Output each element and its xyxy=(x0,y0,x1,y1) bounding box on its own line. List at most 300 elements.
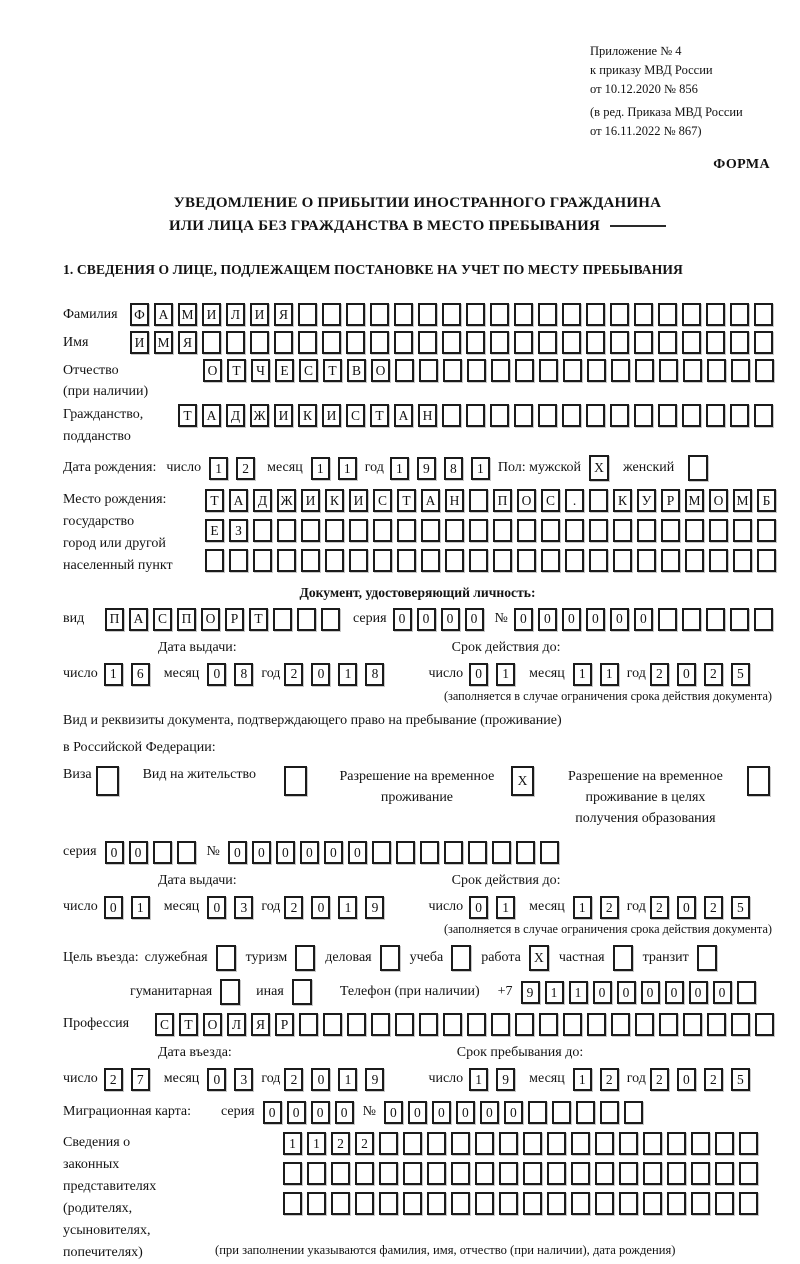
cell[interactable] xyxy=(730,331,749,354)
cell[interactable]: И xyxy=(349,489,368,512)
cell[interactable]: И xyxy=(250,303,269,326)
identity-expiry-day-cells[interactable] xyxy=(469,663,523,686)
cell[interactable]: С xyxy=(299,359,318,382)
stay-month-cells[interactable] xyxy=(573,1068,627,1091)
cell[interactable] xyxy=(565,519,584,542)
cell[interactable] xyxy=(420,841,439,864)
cell[interactable] xyxy=(299,1013,318,1036)
cell[interactable]: 1 xyxy=(573,663,592,686)
cell[interactable] xyxy=(274,331,293,354)
cell[interactable]: 0 xyxy=(393,608,412,631)
cell[interactable]: 0 xyxy=(228,841,247,864)
cell[interactable] xyxy=(586,404,605,427)
cell[interactable]: Б xyxy=(757,489,776,512)
cell[interactable] xyxy=(685,519,704,542)
cell[interactable]: Т xyxy=(249,608,268,631)
cell[interactable]: 2 xyxy=(236,457,255,480)
cell[interactable] xyxy=(667,1132,686,1155)
cell[interactable]: 1 xyxy=(569,981,588,1004)
cell[interactable]: 0 xyxy=(104,896,123,919)
cell[interactable]: Т xyxy=(227,359,246,382)
cell[interactable]: 0 xyxy=(384,1101,403,1124)
cell[interactable] xyxy=(691,1162,710,1185)
cell[interactable]: А xyxy=(129,608,148,631)
cell[interactable]: 1 xyxy=(131,896,150,919)
cell[interactable] xyxy=(514,303,533,326)
cell[interactable] xyxy=(467,1013,486,1036)
cell[interactable] xyxy=(492,841,511,864)
cell[interactable] xyxy=(466,331,485,354)
cell[interactable]: 2 xyxy=(284,1068,303,1091)
cell[interactable] xyxy=(707,359,726,382)
cell[interactable] xyxy=(394,331,413,354)
cell[interactable]: 0 xyxy=(207,1068,226,1091)
cell[interactable] xyxy=(523,1132,542,1155)
cell[interactable]: С xyxy=(541,489,560,512)
cell[interactable] xyxy=(634,303,653,326)
cell[interactable] xyxy=(586,303,605,326)
citizenship-cells[interactable] xyxy=(178,404,778,427)
cell[interactable]: 1 xyxy=(209,457,228,480)
stay-year-cells[interactable] xyxy=(650,1068,758,1091)
cell[interactable] xyxy=(523,1192,542,1215)
humanitarian-checkbox[interactable] xyxy=(220,979,240,1005)
cell[interactable] xyxy=(443,1013,462,1036)
cell[interactable]: 1 xyxy=(338,663,357,686)
temp-residence-edu-checkbox[interactable] xyxy=(747,766,770,796)
birthplace-row3-cells[interactable] xyxy=(205,549,781,572)
cell[interactable] xyxy=(709,519,728,542)
cell[interactable] xyxy=(538,303,557,326)
birthplace-row2-cells[interactable] xyxy=(205,519,781,542)
cell[interactable] xyxy=(739,1192,758,1215)
cell[interactable] xyxy=(540,841,559,864)
stay-day-cells[interactable] xyxy=(469,1068,523,1091)
cell[interactable]: П xyxy=(105,608,124,631)
cell[interactable] xyxy=(403,1162,422,1185)
cell[interactable]: И xyxy=(301,489,320,512)
cell[interactable]: Р xyxy=(661,489,680,512)
cell[interactable]: 0 xyxy=(311,1068,330,1091)
cell[interactable] xyxy=(355,1192,374,1215)
cell[interactable]: 0 xyxy=(207,663,226,686)
cell[interactable] xyxy=(323,1013,342,1036)
purpose-study-checkbox[interactable] xyxy=(451,945,471,971)
cell[interactable] xyxy=(444,841,463,864)
cell[interactable] xyxy=(466,404,485,427)
identity-expiry-month-cells[interactable] xyxy=(573,663,627,686)
cell[interactable]: 0 xyxy=(677,896,696,919)
cell[interactable]: Я xyxy=(178,331,197,354)
cell[interactable]: Ф xyxy=(130,303,149,326)
cell[interactable]: 0 xyxy=(562,608,581,631)
cell[interactable]: 2 xyxy=(284,663,303,686)
cell[interactable]: 0 xyxy=(538,608,557,631)
cell[interactable]: А xyxy=(394,404,413,427)
cell[interactable] xyxy=(754,404,773,427)
cell[interactable] xyxy=(253,519,272,542)
cell[interactable]: М xyxy=(685,489,704,512)
cell[interactable] xyxy=(754,608,773,631)
cell[interactable] xyxy=(757,549,776,572)
cell[interactable] xyxy=(514,331,533,354)
cell[interactable] xyxy=(739,1132,758,1155)
cell[interactable] xyxy=(469,489,488,512)
cell[interactable] xyxy=(427,1162,446,1185)
cell[interactable]: 0 xyxy=(634,608,653,631)
cell[interactable] xyxy=(370,303,389,326)
cell[interactable] xyxy=(517,519,536,542)
cell[interactable] xyxy=(611,359,630,382)
cell[interactable] xyxy=(595,1192,614,1215)
purpose-tourism-checkbox[interactable] xyxy=(295,945,315,971)
cell[interactable] xyxy=(307,1162,326,1185)
cell[interactable] xyxy=(394,303,413,326)
residence-series-cells[interactable] xyxy=(105,841,201,864)
cell[interactable]: З xyxy=(229,519,248,542)
cell[interactable]: В xyxy=(347,359,366,382)
cell[interactable]: 0 xyxy=(713,981,732,1004)
cell[interactable]: И xyxy=(130,331,149,354)
residence-issue-day-cells[interactable] xyxy=(104,896,158,919)
cell[interactable] xyxy=(283,1162,302,1185)
cell[interactable] xyxy=(325,549,344,572)
cell[interactable]: И xyxy=(274,404,293,427)
cell[interactable] xyxy=(733,519,752,542)
cell[interactable] xyxy=(419,1013,438,1036)
cell[interactable]: К xyxy=(325,489,344,512)
cell[interactable] xyxy=(637,519,656,542)
cell[interactable] xyxy=(683,1013,702,1036)
cell[interactable]: 9 xyxy=(417,457,436,480)
cell[interactable] xyxy=(643,1162,662,1185)
cell[interactable] xyxy=(273,608,292,631)
cell[interactable] xyxy=(715,1192,734,1215)
cell[interactable] xyxy=(586,331,605,354)
representatives-row3-cells[interactable] xyxy=(283,1192,763,1215)
cell[interactable] xyxy=(658,331,677,354)
cell[interactable]: 2 xyxy=(600,896,619,919)
cell[interactable] xyxy=(445,549,464,572)
cell[interactable] xyxy=(552,1101,571,1124)
residence-expiry-day-cells[interactable] xyxy=(469,896,523,919)
cell[interactable]: Т xyxy=(370,404,389,427)
cell[interactable] xyxy=(229,549,248,572)
cell[interactable]: 8 xyxy=(444,457,463,480)
temp-residence-checkbox[interactable]: X xyxy=(511,766,534,796)
cell[interactable] xyxy=(637,549,656,572)
other-purpose-checkbox[interactable] xyxy=(292,979,312,1005)
cell[interactable]: 0 xyxy=(441,608,460,631)
cell[interactable] xyxy=(445,519,464,542)
cell[interactable] xyxy=(372,841,391,864)
cell[interactable] xyxy=(528,1101,547,1124)
cell[interactable]: И xyxy=(322,404,341,427)
cell[interactable] xyxy=(576,1101,595,1124)
cell[interactable]: 2 xyxy=(650,1068,669,1091)
cell[interactable] xyxy=(635,359,654,382)
cell[interactable] xyxy=(682,404,701,427)
cell[interactable]: 0 xyxy=(129,841,148,864)
female-checkbox[interactable] xyxy=(688,455,708,481)
cell[interactable] xyxy=(321,608,340,631)
cell[interactable]: 8 xyxy=(365,663,384,686)
cell[interactable]: 0 xyxy=(276,841,295,864)
cell[interactable]: 0 xyxy=(665,981,684,1004)
cell[interactable]: Т xyxy=(205,489,224,512)
cell[interactable] xyxy=(658,608,677,631)
cell[interactable] xyxy=(355,1162,374,1185)
cell[interactable]: 1 xyxy=(471,457,490,480)
purpose-transit-checkbox[interactable] xyxy=(697,945,717,971)
cell[interactable] xyxy=(730,404,749,427)
cell[interactable]: 0 xyxy=(514,608,533,631)
cell[interactable]: 0 xyxy=(348,841,367,864)
cell[interactable]: 2 xyxy=(600,1068,619,1091)
cell[interactable] xyxy=(691,1132,710,1155)
cell[interactable]: О xyxy=(203,1013,222,1036)
cell[interactable] xyxy=(659,359,678,382)
cell[interactable] xyxy=(595,1162,614,1185)
cell[interactable] xyxy=(403,1132,422,1155)
cell[interactable] xyxy=(202,331,221,354)
cell[interactable] xyxy=(643,1132,662,1155)
cell[interactable] xyxy=(331,1192,350,1215)
cell[interactable]: А xyxy=(229,489,248,512)
cell[interactable] xyxy=(349,549,368,572)
cell[interactable] xyxy=(277,519,296,542)
residence-permit-checkbox[interactable] xyxy=(284,766,307,796)
cell[interactable]: М xyxy=(178,303,197,326)
cell[interactable]: Е xyxy=(205,519,224,542)
cell[interactable]: Н xyxy=(418,404,437,427)
cell[interactable] xyxy=(467,359,486,382)
cell[interactable]: 0 xyxy=(677,1068,696,1091)
cell[interactable]: И xyxy=(202,303,221,326)
cell[interactable]: 9 xyxy=(365,896,384,919)
cell[interactable] xyxy=(373,519,392,542)
patronymic-cells[interactable] xyxy=(203,359,779,382)
cell[interactable] xyxy=(514,404,533,427)
cell[interactable]: 3 xyxy=(234,1068,253,1091)
cell[interactable] xyxy=(451,1192,470,1215)
cell[interactable]: 0 xyxy=(287,1101,306,1124)
cell[interactable] xyxy=(682,303,701,326)
cell[interactable] xyxy=(475,1132,494,1155)
cell[interactable] xyxy=(755,359,774,382)
cell[interactable] xyxy=(469,519,488,542)
cell[interactable] xyxy=(682,608,701,631)
cell[interactable] xyxy=(419,359,438,382)
cell[interactable]: 1 xyxy=(338,457,357,480)
identity-number-cells[interactable] xyxy=(514,608,778,631)
cell[interactable] xyxy=(347,1013,366,1036)
cell[interactable]: С xyxy=(153,608,172,631)
cell[interactable]: О xyxy=(203,359,222,382)
cell[interactable] xyxy=(610,303,629,326)
cell[interactable] xyxy=(421,519,440,542)
representatives-row2-cells[interactable] xyxy=(283,1162,763,1185)
cell[interactable] xyxy=(443,359,462,382)
cell[interactable]: 1 xyxy=(311,457,330,480)
cell[interactable] xyxy=(370,331,389,354)
cell[interactable]: 0 xyxy=(311,663,330,686)
cell[interactable]: С xyxy=(155,1013,174,1036)
cell[interactable]: Я xyxy=(251,1013,270,1036)
cell[interactable] xyxy=(682,331,701,354)
cell[interactable] xyxy=(643,1192,662,1215)
cell[interactable] xyxy=(538,404,557,427)
cell[interactable]: 1 xyxy=(469,1068,488,1091)
cell[interactable] xyxy=(733,549,752,572)
cell[interactable]: . xyxy=(565,489,584,512)
cell[interactable] xyxy=(331,1162,350,1185)
cell[interactable] xyxy=(253,549,272,572)
cell[interactable]: 2 xyxy=(650,663,669,686)
cell[interactable] xyxy=(499,1132,518,1155)
cell[interactable]: 9 xyxy=(496,1068,515,1091)
cell[interactable] xyxy=(667,1162,686,1185)
cell[interactable] xyxy=(562,303,581,326)
cell[interactable] xyxy=(547,1192,566,1215)
cell[interactable] xyxy=(613,549,632,572)
cell[interactable]: 2 xyxy=(650,896,669,919)
cell[interactable]: О xyxy=(201,608,220,631)
cell[interactable] xyxy=(619,1132,638,1155)
entry-year-cells[interactable] xyxy=(284,1068,392,1091)
cell[interactable] xyxy=(661,519,680,542)
cell[interactable] xyxy=(490,303,509,326)
cell[interactable] xyxy=(277,549,296,572)
residence-issue-month-cells[interactable] xyxy=(207,896,261,919)
cell[interactable] xyxy=(634,404,653,427)
residence-issue-year-cells[interactable] xyxy=(284,896,392,919)
cell[interactable]: Н xyxy=(445,489,464,512)
cell[interactable] xyxy=(373,549,392,572)
cell[interactable] xyxy=(619,1192,638,1215)
cell[interactable] xyxy=(499,1162,518,1185)
cell[interactable] xyxy=(491,1013,510,1036)
cell[interactable] xyxy=(322,303,341,326)
cell[interactable]: 0 xyxy=(300,841,319,864)
cell[interactable]: 6 xyxy=(131,663,150,686)
cell[interactable]: 1 xyxy=(338,896,357,919)
cell[interactable]: Т xyxy=(178,404,197,427)
cell[interactable] xyxy=(346,303,365,326)
cell[interactable] xyxy=(619,1162,638,1185)
cell[interactable] xyxy=(683,359,702,382)
cell[interactable] xyxy=(667,1192,686,1215)
purpose-private-checkbox[interactable] xyxy=(613,945,633,971)
cell[interactable] xyxy=(177,841,196,864)
residence-number-cells[interactable] xyxy=(228,841,564,864)
cell[interactable]: 0 xyxy=(610,608,629,631)
surname-cells[interactable] xyxy=(130,303,778,326)
cell[interactable] xyxy=(283,1192,302,1215)
cell[interactable] xyxy=(153,841,172,864)
cell[interactable] xyxy=(515,1013,534,1036)
birthdate-month-cells[interactable] xyxy=(311,457,365,480)
cell[interactable] xyxy=(706,331,725,354)
profession-cells[interactable] xyxy=(155,1013,779,1036)
cell[interactable] xyxy=(442,404,461,427)
residence-expiry-year-cells[interactable] xyxy=(650,896,758,919)
cell[interactable] xyxy=(298,331,317,354)
cell[interactable] xyxy=(715,1162,734,1185)
migration-number-cells[interactable] xyxy=(384,1101,648,1124)
cell[interactable] xyxy=(418,303,437,326)
cell[interactable]: 0 xyxy=(432,1101,451,1124)
cell[interactable] xyxy=(562,331,581,354)
cell[interactable]: 0 xyxy=(689,981,708,1004)
birthdate-year-cells[interactable] xyxy=(390,457,498,480)
cell[interactable] xyxy=(466,303,485,326)
cell[interactable] xyxy=(731,359,750,382)
cell[interactable] xyxy=(685,549,704,572)
firstname-cells[interactable] xyxy=(130,331,778,354)
cell[interactable] xyxy=(547,1162,566,1185)
cell[interactable] xyxy=(301,549,320,572)
cell[interactable]: 1 xyxy=(573,896,592,919)
cell[interactable]: 2 xyxy=(704,896,723,919)
cell[interactable] xyxy=(515,359,534,382)
cell[interactable] xyxy=(475,1162,494,1185)
cell[interactable]: Л xyxy=(227,1013,246,1036)
cell[interactable] xyxy=(397,519,416,542)
cell[interactable] xyxy=(659,1013,678,1036)
cell[interactable]: 5 xyxy=(731,663,750,686)
cell[interactable]: 0 xyxy=(408,1101,427,1124)
cell[interactable] xyxy=(491,359,510,382)
cell[interactable] xyxy=(421,549,440,572)
migration-series-cells[interactable] xyxy=(263,1101,359,1124)
cell[interactable]: А xyxy=(202,404,221,427)
cell[interactable]: О xyxy=(709,489,728,512)
cell[interactable]: Ж xyxy=(250,404,269,427)
cell[interactable]: 0 xyxy=(417,608,436,631)
cell[interactable] xyxy=(442,331,461,354)
cell[interactable]: 9 xyxy=(365,1068,384,1091)
cell[interactable]: П xyxy=(493,489,512,512)
cell[interactable]: М xyxy=(733,489,752,512)
entry-day-cells[interactable] xyxy=(104,1068,158,1091)
cell[interactable] xyxy=(499,1192,518,1215)
cell[interactable]: 1 xyxy=(496,663,515,686)
cell[interactable] xyxy=(226,331,245,354)
cell[interactable] xyxy=(562,404,581,427)
cell[interactable] xyxy=(379,1162,398,1185)
cell[interactable]: А xyxy=(421,489,440,512)
cell[interactable] xyxy=(451,1132,470,1155)
cell[interactable]: Л xyxy=(226,303,245,326)
cell[interactable] xyxy=(469,549,488,572)
cell[interactable] xyxy=(301,519,320,542)
cell[interactable] xyxy=(611,1013,630,1036)
cell[interactable]: 0 xyxy=(207,896,226,919)
cell[interactable] xyxy=(739,1162,758,1185)
cell[interactable] xyxy=(379,1192,398,1215)
cell[interactable] xyxy=(539,1013,558,1036)
cell[interactable] xyxy=(634,331,653,354)
cell[interactable] xyxy=(706,303,725,326)
cell[interactable] xyxy=(707,1013,726,1036)
cell[interactable]: 0 xyxy=(456,1101,475,1124)
cell[interactable]: 2 xyxy=(704,1068,723,1091)
cell[interactable]: 0 xyxy=(469,663,488,686)
cell[interactable]: С xyxy=(346,404,365,427)
cell[interactable] xyxy=(563,359,582,382)
purpose-official-checkbox[interactable] xyxy=(216,945,236,971)
